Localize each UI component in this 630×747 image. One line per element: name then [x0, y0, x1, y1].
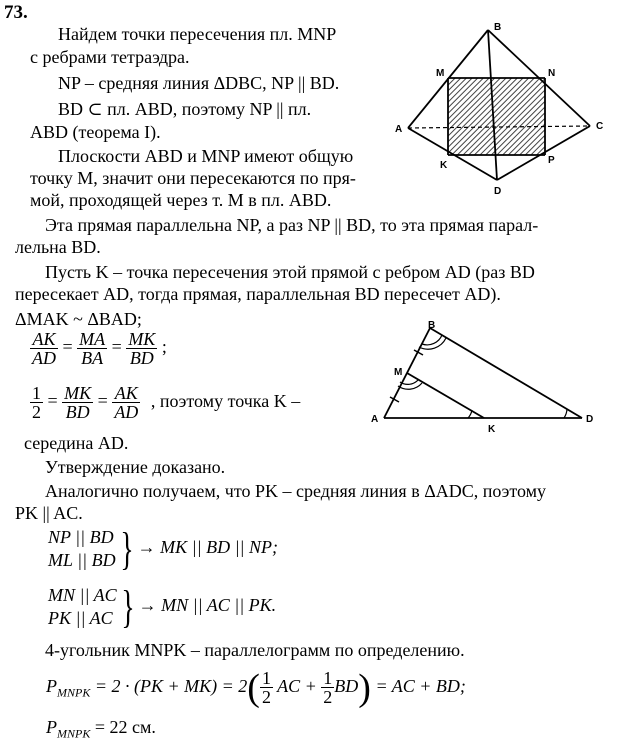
label-k: K — [488, 424, 496, 435]
fraction-denominator: BD — [65, 402, 90, 422]
text-line: Утверждение доказано. — [45, 457, 226, 477]
side-bd — [430, 328, 582, 418]
fraction-denominator: 2 — [261, 687, 271, 708]
system-result: → MN || AC || PK. — [138, 595, 277, 616]
text-line: с ребрами тетраэдра. — [30, 47, 190, 67]
angle-arc-d — [564, 409, 567, 418]
system-equation-2 — [48, 581, 277, 632]
midpoint-equation: $\frac{1}{2}$ = $\frac{MK}{BD}$ = $\frac{AK}{AD}$ , поэтому точка K – — [32, 383, 301, 422]
fraction-denominator: AD — [32, 348, 56, 368]
section-plane-hatch — [448, 78, 545, 155]
text-line: Пусть K – точка пересечения этой прямой с ребром AD (раз BD — [45, 262, 535, 282]
label-a: A — [395, 124, 403, 135]
text-line: ABD (теорема I). — [30, 122, 161, 142]
fraction-denominator: 2 — [323, 687, 333, 708]
tetrahedron-figure — [390, 18, 620, 198]
label-d: D — [494, 186, 502, 197]
proportion-equation: $\frac{AK}{AD}$ = $\frac{MA}{BA}$ = $\frac{MK}{BD}$ ; — [32, 329, 167, 368]
text-line: NP – средняя линия ΔDBC, NP || BD. — [58, 73, 340, 93]
fraction-numerator: AK — [30, 330, 58, 349]
fraction-numerator: MK — [64, 383, 92, 403]
text-line: Эта прямая параллельна NP, а раз NP || BD, то эта прямая парал- — [45, 215, 539, 235]
text-line: точку M, значит они пересекаются по пря- — [30, 168, 356, 188]
system-row: ML || BD — [48, 550, 116, 570]
fraction-numerator: MA — [79, 329, 106, 349]
triangle-figure — [368, 318, 608, 436]
label-c: C — [596, 121, 604, 132]
text-line: Плоскости ABD и MNP имеют общую — [58, 146, 354, 166]
equation-tail: ; — [161, 336, 167, 357]
label-b: B — [494, 22, 502, 33]
text-line: Найдем точки пересечения пл. MNP — [58, 24, 337, 44]
label-m: M — [436, 68, 445, 79]
perimeter-subscript: MNPK — [57, 726, 91, 741]
perimeter-formula: $P_{MNPK} = 2 \cdot (PK + MK) = 2$( $\frac{1}{2}$ AC + $\frac{1}{2}$ BD) = AC + BD; — [46, 666, 466, 709]
formula-part: BD — [334, 676, 359, 696]
text-line: ΔMAK ~ ΔBAD; — [15, 309, 142, 329]
text-line: PK || AC. — [15, 503, 83, 523]
equation-conclusion: , поэтому точка K – — [150, 390, 301, 411]
perimeter-symbol: P — [46, 676, 57, 696]
label-n: N — [548, 68, 556, 79]
text-line: мой, проходящей через т. M в пл. ABD. — [30, 190, 332, 210]
text-line: BD ⊂ пл. ABD, поэтому NP || пл. — [58, 99, 312, 119]
formula-part: AC + — [277, 676, 317, 696]
perimeter-result — [46, 717, 156, 745]
formula-part: = AC + BD; — [375, 676, 466, 696]
text-line: пересекает AD, тогда прямая, параллельная BD пересечет AD). — [15, 284, 501, 304]
formula-part: = 2 · (PK + MK) = 2 — [94, 676, 248, 696]
fraction-numerator: 1 — [261, 668, 271, 689]
brace-icon: } — [119, 523, 134, 574]
fraction-denominator: AD — [114, 402, 139, 422]
label-a: A — [371, 414, 379, 425]
system-result: → MK || BD || NP; — [137, 537, 278, 558]
system-row: MN || AC — [48, 585, 117, 605]
label-b: B — [428, 320, 436, 331]
perimeter-symbol: P — [46, 717, 57, 737]
text-line: лельна BD. — [15, 237, 101, 257]
text-line: середина AD. — [24, 433, 129, 453]
brace-icon: } — [120, 581, 135, 632]
label-d: D — [586, 414, 594, 425]
fraction-numerator: AK — [112, 384, 140, 403]
fraction-numerator: MK — [128, 329, 156, 349]
fraction-numerator: 1 — [323, 668, 333, 689]
fraction-numerator: 1 — [32, 383, 41, 403]
system-equation-1 — [48, 523, 278, 574]
system-row: NP || BD — [48, 527, 114, 547]
fraction-denominator: BA — [81, 348, 104, 368]
result-value: = 22 см. — [94, 717, 156, 737]
label-p: P — [548, 155, 555, 166]
fraction-denominator: BD — [129, 348, 154, 368]
angle-arc-k — [468, 410, 472, 418]
perimeter-subscript: MNPK — [57, 685, 91, 700]
problem-number: 73. — [4, 2, 28, 23]
system-row: PK || AC — [48, 608, 113, 628]
label-k: K — [440, 160, 448, 171]
fraction-denominator: 2 — [32, 402, 41, 422]
text-line: Аналогично получаем, что PK – средняя линия в ΔADC, поэтому — [45, 481, 547, 501]
text-line: 4-угольник MNPK – параллелограмм по определению. — [45, 640, 465, 660]
segment-mk — [407, 373, 484, 418]
label-m: M — [394, 367, 403, 378]
